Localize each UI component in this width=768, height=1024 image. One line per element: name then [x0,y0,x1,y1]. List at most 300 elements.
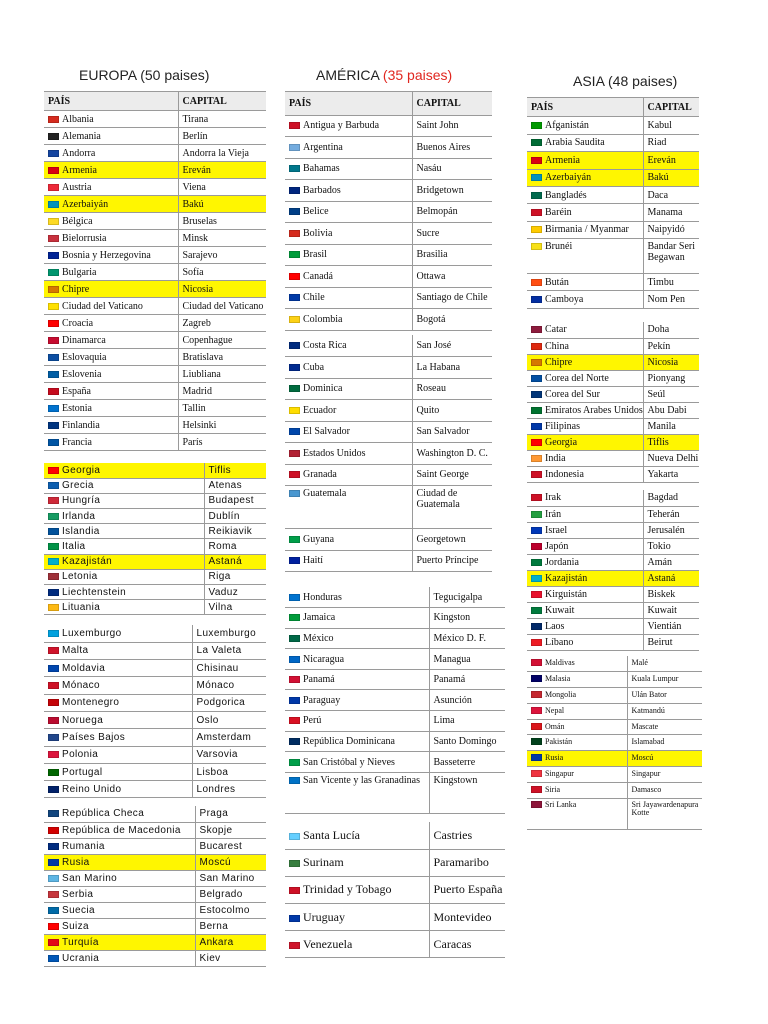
ciudad-del-vaticano-flag-icon [48,303,59,310]
country-name: Bulgaria [62,266,97,278]
table-row-siria [527,782,702,798]
table-row-libano [527,634,699,650]
country-cell [527,450,643,466]
country-name: Jordania [545,556,579,568]
corea-del-sur-flag-icon [531,391,542,398]
camboya-flag-icon [531,296,542,303]
country-name: Surinam [303,855,344,870]
country-cell [527,434,643,450]
country-name: Colombia [303,313,343,325]
country-cell [527,735,627,751]
country-name: Letonia [62,571,98,583]
country-name: Rusia [545,753,564,763]
table-row-maldivas [527,656,702,672]
country-cell [44,822,195,838]
table-row-nepal [527,703,702,719]
country-name: Suecia [62,904,95,916]
cuba-flag-icon [289,364,300,371]
capital-cell: Ottawa [412,266,492,288]
country-cell [44,838,195,854]
country-name: Antigua y Barbuda [303,120,380,132]
capital-cell: Podgorica [192,694,266,711]
table-header-row [44,92,266,111]
country-name: Francia [62,436,92,448]
maldivas-flag-icon [531,659,542,666]
table-row-guyana [285,529,492,551]
capital-cell: Atenas [204,478,266,493]
capital-cell: Bakú [643,169,699,186]
suecia-flag-icon [48,907,59,914]
capital-cell: Nasáu [412,158,492,180]
country-cell [285,822,429,849]
mexico-flag-icon [289,635,300,642]
table-row-letonia [44,569,266,584]
country-cell [527,221,643,238]
country-name: San Vicente y las Granadinas [303,774,420,786]
table-row-china [527,338,699,354]
india-flag-icon [531,455,542,462]
afganistan-flag-icon [531,122,542,129]
table-row-hungria [44,493,266,508]
table-row-cuba [285,357,492,379]
country-cell [527,703,627,719]
table-row-emiratos-arabes-unidos [527,402,699,418]
capital-cell: Pekín [643,338,699,354]
country-cell [285,287,412,309]
table-row-liechtenstein [44,585,266,600]
country-cell [44,886,195,902]
america-header [316,67,452,83]
capital-cell: La Habana [412,357,492,379]
table-row-eslovenia [44,366,266,383]
country-name: Canadá [303,270,333,282]
brunei-flag-icon [531,243,542,250]
table-row-albania [44,111,266,128]
country-cell [285,550,412,572]
capital-cell: Bucarest [195,838,266,854]
capital-cell: Puerto España [429,876,505,903]
table-row-surinam [285,849,505,876]
asia-table-3 [527,490,699,651]
capital-cell: Nicosia [643,354,699,370]
table-row-italia [44,539,266,554]
capital-cell: Katmandú [627,703,702,719]
japon-flag-icon [531,543,542,550]
table-row-oman [527,719,702,735]
islandia-flag-icon [48,528,59,535]
capital-cell: Belgrado [195,886,266,902]
country-cell [527,370,643,386]
country-name: España [62,385,91,397]
table-row-georgia [44,463,266,478]
jamaica-flag-icon [289,614,300,621]
bielorrusia-flag-icon [48,235,59,242]
malta-flag-icon [48,647,59,654]
antigua-y-barbuda-flag-icon [289,122,300,129]
country-cell [285,731,429,752]
country-name: Argentina [303,141,343,153]
table-row-mexico [285,628,505,649]
capital-cell: Montevideo [429,904,505,931]
country-cell [44,332,178,349]
table-row-haiti [285,550,492,572]
country-name: Brunéi [545,241,573,253]
capital-cell: Moscú [627,751,702,767]
capital-cell: Amán [643,554,699,570]
portugal-flag-icon [48,769,59,776]
china-flag-icon [531,343,542,350]
country-name: Dinamarca [62,334,106,346]
country-name: El Salvador [303,426,350,438]
capital-cell: Yakarta [643,466,699,482]
country-name: Guatemala [303,488,347,499]
table-row-chipre [527,354,699,370]
capital-cell: Mónaco [192,677,266,694]
israel-flag-icon [531,527,542,534]
country-name: Luxemburgo [62,627,122,639]
capital-cell: Tiflis [204,463,266,478]
country-name: Países Bajos [62,731,126,743]
republica-de-macedonia-flag-icon [48,827,59,834]
country-name: Croacia [62,317,94,329]
capital-cell: Damasco [627,782,702,798]
country-name: Perú [303,715,322,727]
country-name: Grecia [62,480,94,492]
europa-table-2 [44,463,266,615]
table-row-bulgaria [44,264,266,281]
country-name: Bosnia y Herzegovina [62,249,151,261]
venezuela-flag-icon [289,942,300,949]
table-row-islandia [44,524,266,539]
moldavia-flag-icon [48,665,59,672]
table-row-corea-del-norte [527,370,699,386]
capital-cell: Daca [643,186,699,203]
table-row-canada [285,266,492,288]
capital-cell: Puerto Príncipe [412,550,492,572]
table-row-peru [285,711,505,732]
country-name: Moldavia [62,662,106,674]
capital-cell: Madrid [178,383,266,400]
capital-cell: Tokio [643,538,699,554]
country-cell [44,854,195,870]
country-name: Omán [545,721,565,731]
capital-cell: Ereván [178,162,266,179]
capital-cell: Dublín [204,509,266,524]
country-cell [527,506,643,522]
country-cell [285,137,412,159]
table-row-paraguay [285,690,505,711]
panama-flag-icon [289,676,300,683]
table-row-barbados [285,180,492,202]
column-header-capital: CAPITAL [643,98,699,117]
country-cell [44,349,178,366]
suiza-flag-icon [48,923,59,930]
serbia-flag-icon [48,891,59,898]
country-cell [44,625,192,642]
capital-cell: Naipyidó [643,221,699,238]
country-name: Afganistán [545,120,589,132]
table-row-dominica [285,378,492,400]
monaco-flag-icon [48,682,59,689]
table-row-arabia-saudita [527,134,699,151]
country-name: Hungría [62,495,101,507]
capital-cell: Bruselas [178,213,266,230]
country-name: Malta [62,645,89,657]
europa-header: EUROPA (50 paises) [79,67,210,83]
capital-cell: Brasilia [412,244,492,266]
country-cell [44,162,178,179]
table-row-suiza [44,918,266,934]
capital-cell: Astaná [204,554,266,569]
country-name: Lituania [62,601,101,613]
country-cell [44,145,178,162]
asia-table-2 [527,322,699,483]
capital-cell: Sarajevo [178,247,266,264]
san-marino-flag-icon [48,875,59,882]
table-row-moldavia [44,660,266,677]
francia-flag-icon [48,439,59,446]
capital-cell: Estocolmo [195,902,266,918]
table-row-santa-lucia [285,822,505,849]
country-cell [44,642,192,659]
america-table-2 [285,335,492,572]
bulgaria-flag-icon [48,269,59,276]
country-name: Islandia [62,525,100,537]
table-row-banglades [527,186,699,203]
country-cell [285,443,412,465]
table-row-georgia [527,434,699,450]
country-name: Armenia [62,164,97,176]
country-cell [285,711,429,732]
table-row-republica-de-macedonia [44,822,266,838]
mongolia-flag-icon [531,691,542,698]
capital-cell: Manila [643,418,699,434]
capital-cell: Kingstown [429,772,505,813]
capital-cell: San José [412,335,492,357]
oman-flag-icon [531,723,542,730]
granada-flag-icon [289,471,300,478]
capital-cell: Mascate [627,719,702,735]
country-cell [44,746,192,763]
country-name: Kuwait [545,604,575,616]
capital-cell: Helsinki [178,417,266,434]
country-cell [527,273,643,290]
asia-table-1 [527,97,699,309]
bosnia-y-herzegovina-flag-icon [48,252,59,259]
table-row-republica-checa [44,806,266,822]
republica-checa-flag-icon [48,810,59,817]
capital-cell: Lima [429,711,505,732]
country-name: Panamá [303,674,335,686]
country-name: Georgia [545,436,578,448]
table-row-austria [44,179,266,196]
albania-flag-icon [48,116,59,123]
sri-lanka-flag-icon [531,801,542,808]
italia-flag-icon [48,543,59,550]
country-cell [285,115,412,137]
table-row-afganistan [527,117,699,134]
country-name: Haití [303,555,323,567]
country-cell [44,213,178,230]
country-cell [44,298,178,315]
capital-cell: Ciudad del Vaticano [178,298,266,315]
country-cell [527,538,643,554]
country-cell [44,763,192,780]
capital-cell: Basseterre [429,752,505,773]
kuwait-flag-icon [531,607,542,614]
europa-table-3 [44,625,266,798]
capital-cell: Asunción [429,690,505,711]
siria-flag-icon [531,786,542,793]
column-header-pais: PAÍS [527,98,643,117]
irak-flag-icon [531,494,542,501]
country-cell [527,152,643,169]
column-header-capital: CAPITAL [178,92,266,111]
table-row-san-cristobal-y-nieves [285,752,505,773]
guatemala-flag-icon [289,490,300,497]
capital-cell: Panamá [429,669,505,690]
country-name: China [545,340,569,352]
table-row-antigua-y-barbuda [285,115,492,137]
chile-flag-icon [289,294,300,301]
country-name: Barbados [303,184,341,196]
capital-cell: Londres [192,781,266,798]
country-cell [44,111,178,128]
america-table-1 [285,91,492,331]
kirguistan-flag-icon [531,591,542,598]
table-row-birmania-myanmar [527,221,699,238]
capital-cell: Luxemburgo [192,625,266,642]
capital-cell: Ciudad de Guatemala [412,486,492,529]
country-cell [285,628,429,649]
table-row-granada [285,464,492,486]
country-cell [527,354,643,370]
capital-cell: Jerusalén [643,522,699,538]
table-row-brasil [285,244,492,266]
country-name: Nepal [545,705,565,715]
country-cell [285,421,412,443]
country-cell [527,386,643,402]
austria-flag-icon [48,184,59,191]
estados-unidos-flag-icon [289,450,300,457]
country-cell [285,201,412,223]
table-row-republica-dominicana [285,731,505,752]
pakistan-flag-icon [531,738,542,745]
table-row-belgica [44,213,266,230]
capital-cell: San Salvador [412,421,492,443]
table-row-catar [527,322,699,338]
country-cell [527,798,627,830]
table-row-grecia [44,478,266,493]
country-cell [285,529,412,551]
country-cell [527,522,643,538]
america-table-4 [285,822,505,958]
capital-cell: Liubliana [178,366,266,383]
country-name: Catar [545,324,567,336]
table-row-kazajistan [527,570,699,586]
capital-cell: Doha [643,322,699,338]
country-cell [44,677,192,694]
country-name: Granada [303,469,337,481]
country-cell [285,400,412,422]
capital-cell: Oslo [192,711,266,728]
capital-cell: Riga [204,569,266,584]
country-cell [527,322,643,338]
table-row-rusia [44,854,266,870]
country-name: Armenia [545,154,580,166]
table-row-japon [527,538,699,554]
table-row-dinamarca [44,332,266,349]
country-name: Azerbaiyán [545,172,592,184]
europa-table-4 [44,806,266,967]
grecia-flag-icon [48,482,59,489]
country-cell [527,602,643,618]
country-name: Bielorrusia [62,232,107,244]
table-row-kirguistan [527,586,699,602]
country-name: Belice [303,206,329,218]
capital-cell: Timbu [643,273,699,290]
jordania-flag-icon [531,559,542,566]
table-row-paises-bajos [44,729,266,746]
capital-cell: Reikiavik [204,524,266,539]
capital-cell: Singapur [627,767,702,783]
america-header-label: AMÉRICA [316,67,383,83]
ecuador-flag-icon [289,407,300,414]
america-table-3 [285,587,505,814]
azerbaiyan-flag-icon [531,174,542,181]
finlandia-flag-icon [48,422,59,429]
table-row-india [527,450,699,466]
table-row-ecuador [285,400,492,422]
capital-cell: Ulán Bator [627,688,702,704]
country-cell [285,931,429,958]
country-name: Pakistán [545,737,573,747]
country-name: Uruguay [303,909,345,924]
table-row-belice [285,201,492,223]
table-row-trinidad-y-tobago [285,876,505,903]
capital-cell: Nicosia [178,281,266,298]
table-row-ucrania [44,950,266,966]
country-name: Georgia [62,464,101,476]
country-cell [285,486,412,529]
country-name: Baréin [545,207,572,219]
country-cell [527,239,643,274]
country-name: Corea del Sur [545,388,600,400]
country-cell [285,876,429,903]
country-cell [527,751,627,767]
country-cell [44,230,178,247]
table-row-suecia [44,902,266,918]
country-name: Birmania / Myanmar [545,224,629,236]
country-cell [44,524,204,539]
capital-cell: Sucre [412,223,492,245]
capital-cell: Chisinau [192,660,266,677]
capital-cell: Vilna [204,600,266,615]
column-header-pais: PAÍS [44,92,178,111]
table-row-indonesia [527,466,699,482]
libano-flag-icon [531,639,542,646]
table-row-butan [527,273,699,290]
country-name: Turquía [62,936,99,948]
capital-cell: Nom Pen [643,291,699,308]
nicaragua-flag-icon [289,656,300,663]
country-name: Ciudad del Vaticano [62,300,143,312]
capital-cell: Kingston [429,608,505,629]
dinamarca-flag-icon [48,337,59,344]
country-name: San Marino [62,872,118,884]
country-cell [44,660,192,677]
country-cell [285,244,412,266]
